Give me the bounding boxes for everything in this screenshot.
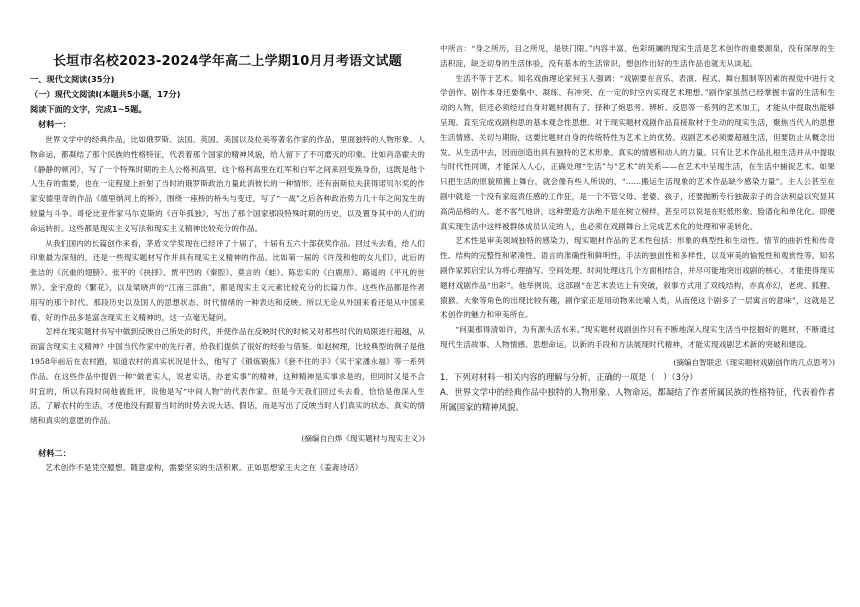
right-column — [440, 42, 835, 415]
instruction: 阅读下面的文字，完成1~5题。 — [30, 104, 147, 114]
left-paragraph-2: 从我们国内的长篇创作来看，茅盾文学奖现在已经评了十届了，十届有五六十部获奖作品。回过头去看，给人们印象最为深刻的，还是一些现实题材写作并具有现实主义精神的作品。比如第一届的《许茂和他的女儿们》，此后的张洁的《沉重的翅膀》、张平的《抉择》、贾平凹的《秦腔》、莫言的《蛙》、陈忠实的《白鹿原》、路遥的《平凡的世界》、金宇澄的《繁花》，以及梁晓声的“江南三部曲”，都是现实主义元素比较充分的长篇力作。这些作品都是作者用写的那个时代、那段历史以及国人的思想状态、时代情绪的一种表达和反映。所以无论从外国来看还是从中国来看，好的作品多是富含现实主义精神的，这一点毫无疑问。 — [30, 238, 425, 322]
option-a: A．世界文学中的经典作品中独特的人物形象、人物命运，都凝结了作者所属民族的性格特征，代表着作者所属国家的精神风貌。 — [440, 386, 835, 412]
question-1: 1．下列对材料一相关内容的理解与分析，正确的一项是（ ）（3分） — [440, 371, 698, 382]
page-title: 长垣市名校2023-2024学年高二上学期10月月考语文试题 — [53, 54, 402, 69]
source-citation-1: (摘编自白烨《现实题材与现实主义》) — [301, 433, 425, 443]
left-column — [30, 133, 425, 476]
left-paragraph-tail: 艺术创作不是凭空臆想、随意虚构，需要坚实的生活积累。正如思想家王夫之在《姜斋诗话》 — [45, 462, 363, 472]
material1-label: 材料一： — [38, 119, 71, 129]
left-paragraph-1: 世界文学中的经典作品，比如俄罗斯、法国、英国、美国以及拉美等著名作家的作品，里面独特的人物形象、人物命运，都凝结了那个民族的性格特征，代表着那个国家的精神风貌，给人留下了不可磨灭的印象。比如肖洛霍夫的《静静的顿河》，写了一个特殊时期的主人公格利高里，这个格利高里在红军和白军之间来回变换身份，这既是他个人生存的需要，也在一定程度上折射了当时的俄罗斯政治力量此消彼长的一种情形。还有南斯拉夫获得诺贝尔奖的作家安德里奇的作品《德里纳河上的桥》，围绕一座桥的桥头与变迁，写了“一战”之后各种政治势力几十年之间发生的较量与斗争。哥伦比亚作家马尔克斯的《百年孤独》，写出了那个国家那段特殊时期的历史，以及置身其中的人们的命运转折。这些都是现实主义写法和现实主义精神比较充分的作品。 — [30, 135, 425, 233]
right-paragraph-1: 生活不等于艺术。知名戏曲理论家何玉人强调：“戏剧要在音乐、表演、程式、舞台服制等因素的视觉中进行文学创作。剧作本身还要集中、凝练、有冲突、在一定的时空内实现艺术理想。”剧作家虽然已经掌握丰富的生活和生动的人物，但还必须经过自身对题材拥有了、择种了炮思考、辨析、反思等一系列的艺术加工，才能从中提取出能够呈现、直至完成戏剧构思的基本观念性思想。对于现实题材戏剧作品直接取材于生动的现实生活，聚焦当代人的思想生活情感、关切与期盼，这要比题材自身的传统特性为艺术上的优势。戏剧艺术必须要超越生活，但要防止从概念出发。从生活中去，因而创造出具有独特的艺术形象、真实的情感和动人的力量。只有让艺术作品扎根生活并从中提取与时代性同调，才能深入人心，正确处理“生活”与“艺术”的关系——在艺术中呈现生活，在生活中捕捉艺术。如果只把生活的原貌照搬上舞台，就会像有些人所说的，“……搬运生活现象的艺术作品缺少感染力量”。主人公甚至在剧中就是一个没有家庭责任感的工作狂，是一个不管父母、老婆、孩子，还要抛断专行独裁亲子的合法利益以究显其高尚品格的人。老不客气地讲，这种塑造方法绝不是在树立榜样，甚至可以说是在贬低形象、脸谱化和单化化。即便真实现生活中这样被群体成员认定的人，也必须在戏剧舞台上完成艺术化的处理和审美转化。 — [440, 73, 835, 231]
right-paragraph-3: “问渠那得清如许，为有源头活水来。”现实题材戏剧创作只有不断地深入现实生活当中挖掘好的题材，不断通过现代生活故事、人物情感、思想命运，以新的手段和方法展现时代精神，才能实现戏剧艺术新的突破和建设。 — [440, 325, 835, 349]
sub-heading: （一）现代文阅读I(本题共5小题，17分) — [30, 89, 181, 99]
source-citation-2: (摘编自智联忠《现实题材戏剧创作的几点思考》) — [673, 357, 835, 367]
right-paragraph-continued: 中所言：“身之所历，目之所见，是铁门限。”内容丰富、色彩斑斓的现实生活是艺术创作的重要源泉，没有深厚的生活积淀，缺乏切身的生活体验，没有基本的生活常识，想创作出好的生活作品也就无从谈起。 — [440, 44, 835, 68]
section-heading: 一、现代文阅读(35分) — [30, 74, 115, 84]
right-paragraph-2: 艺术性是审美领域独特的感染力，现实题材作品的艺术性包括：形象的典型性和生动性、情节的曲折性和传奇性、结构的完整性和紧凑性、语言的准确性和鲜明性，手法的独创性和多样性，以及审美的愉悦性和观赏性等。知名剧作家郭启宏认为将心理描写、空间处理、时间处理这几个方面相结合，并尽可能地突出戏剧的核心，才能使得现实题材戏剧作品“出彩”。他举例说，这部剧“在艺术表达上有突破，叙事方式用了双线结构，亦真亦幻，老虎、狐狸、猿猴、大象等角色的出现比较有趣，剧作家正是用动物来比喻人类，从而使这个剧多了一层寓言的意味”，这就是艺术创作的魅力和审美所在。 — [440, 236, 835, 320]
left-paragraph-3: 怎样在现实题材书写中做到反映自己所处的时代，并使作品在反映时代的时候又对那些时代的局限进行超越，从而富含现实主义精神？中国当代作家中的先行者，给我们提供了很好的经验与借鉴。如赵树理，比较典型的例子是他1958年前后在农村跑，知道农村的真实状况是什么，他写了《锻炼锻炼》《套不住的手》《实干家潘永福》等一系列作品。在这些作品中提倡一种“做老实人，说老实话，办老实事”的精神，这种精神是实事求是的，但同时又是不合时宜的，所以有段时间他被批评，说他是写“中间人物”的代表作家。但是今天我们回过头去看，恰恰是他深入生活，了解农村的生活，才使他没有跟着当时的时势去说大话、假话，而是写出了反映当时人们真实的状态、真实的情绪和真实的意愿的作品。 — [30, 327, 425, 426]
material2-label: 材料二： — [38, 447, 71, 458]
